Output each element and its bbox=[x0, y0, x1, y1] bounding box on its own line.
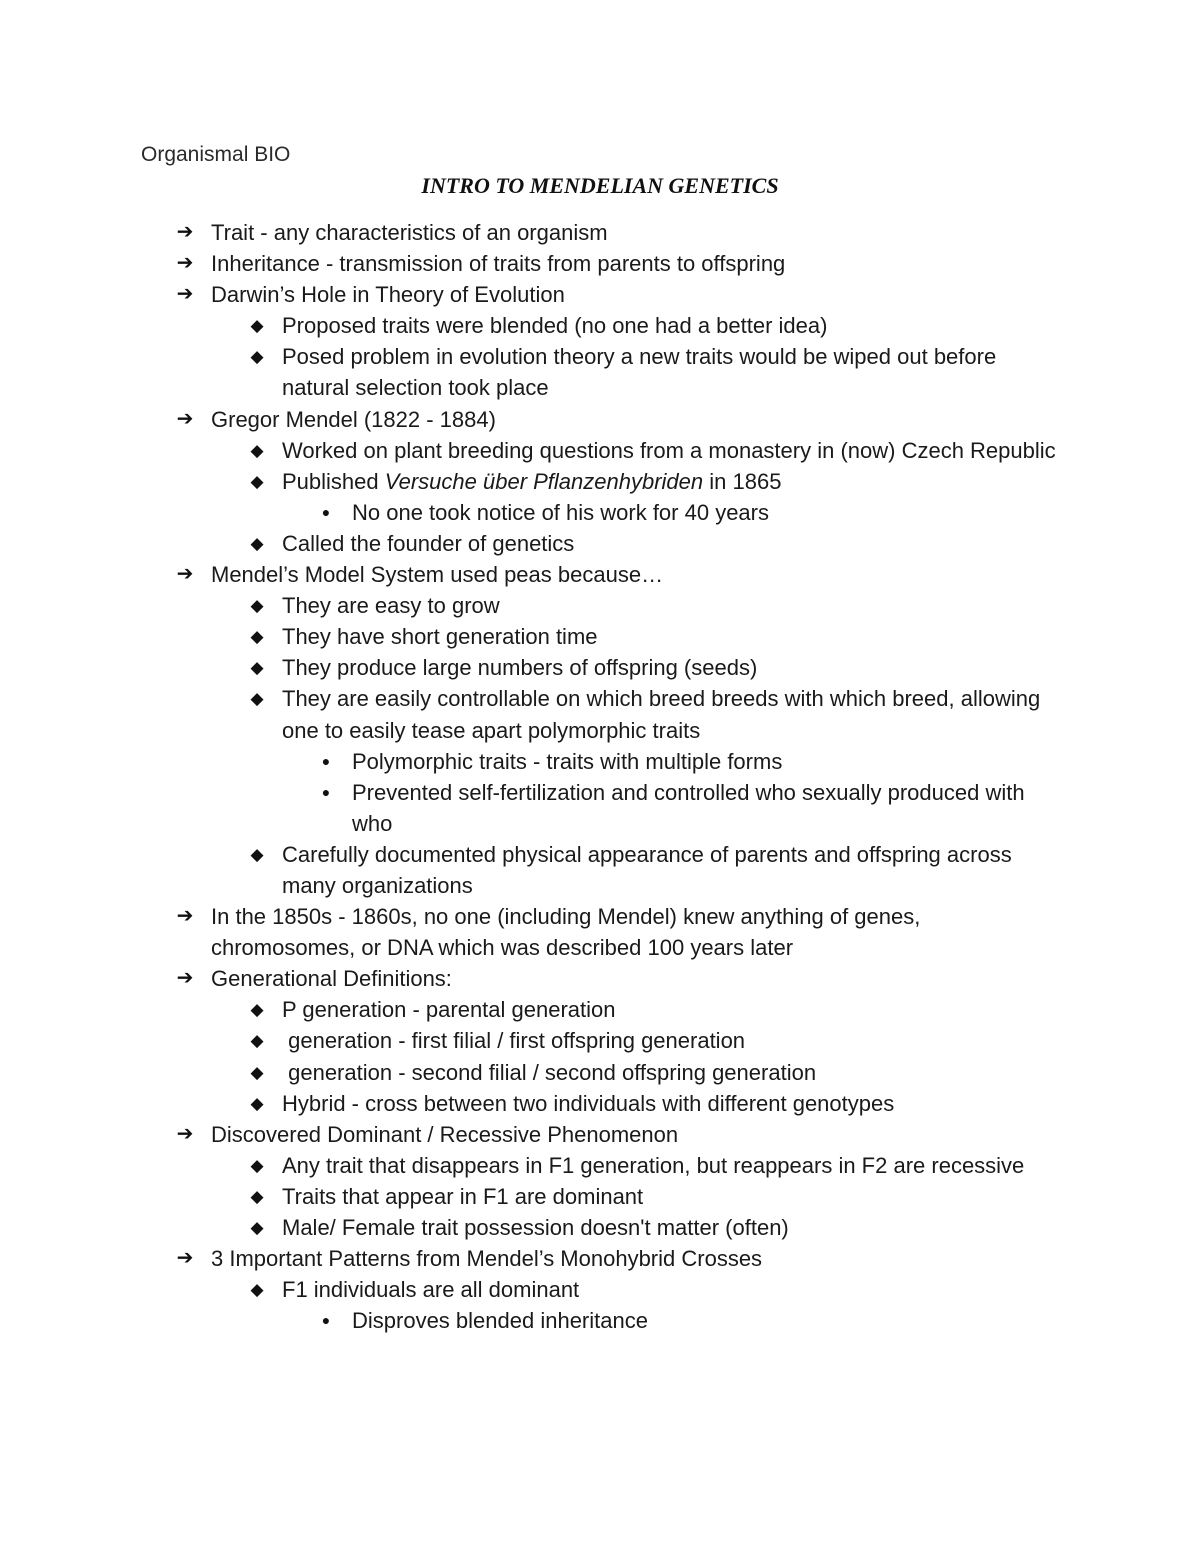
item-text: Any trait that disappears in F1 generation, but reappears in F2 are recessive bbox=[282, 1152, 1025, 1178]
list-item bbox=[0, 248, 1060, 279]
item-text: 3 Important Patterns from Mendel’s Monohybrid Crosses bbox=[211, 1246, 763, 1272]
item-text: Posed problem in evolution theory a new traits would be wiped out before natural selection took place bbox=[282, 344, 997, 401]
list-item bbox=[0, 1274, 1065, 1305]
item-text: Called the founder of genetics bbox=[282, 530, 575, 556]
publication-title: Versuche über Pflanzenhybriden bbox=[384, 468, 704, 494]
list-item bbox=[0, 652, 1065, 683]
list-item bbox=[0, 1305, 1065, 1336]
item-text: Gregor Mendel (1822 - 1884) bbox=[211, 406, 496, 432]
diamond-bullet-icon: ◆ bbox=[250, 596, 264, 616]
list-item bbox=[0, 1150, 1065, 1181]
list-item bbox=[0, 590, 1065, 621]
diamond-bullet-icon: ◆ bbox=[250, 1186, 264, 1206]
item-text: They are easily controllable on which breed breeds with which breed, allowing one to easily tease apart polymorphic traits bbox=[282, 686, 1041, 743]
list-item bbox=[0, 1025, 1065, 1056]
diamond-bullet-icon: ◆ bbox=[250, 1031, 264, 1051]
list-item bbox=[0, 839, 1065, 901]
item-text: generation - second filial / second offspring generation bbox=[282, 1059, 817, 1085]
list-item bbox=[0, 279, 1060, 310]
item-text: P generation - parental generation bbox=[282, 997, 616, 1023]
dot-bullet-icon: ● bbox=[321, 783, 331, 800]
list-item bbox=[0, 341, 1065, 403]
list-item bbox=[0, 497, 1065, 528]
list-item bbox=[0, 1057, 1065, 1088]
list-item bbox=[0, 1243, 1060, 1274]
item-text-prefix: Published bbox=[282, 468, 385, 494]
diamond-bullet-icon: ◆ bbox=[250, 1000, 264, 1020]
item-text: Polymorphic traits - traits with multiple forms bbox=[352, 748, 783, 774]
item-text: Disproves blended inheritance bbox=[352, 1308, 648, 1334]
list-item bbox=[0, 310, 1065, 341]
item-text: Darwin’s Hole in Theory of Evolution bbox=[211, 282, 565, 308]
list-item bbox=[0, 1119, 1060, 1150]
list-item bbox=[0, 994, 1065, 1025]
diamond-bullet-icon: ◆ bbox=[250, 316, 264, 336]
list-item bbox=[0, 528, 1065, 559]
list-item bbox=[0, 466, 1065, 497]
diamond-bullet-icon: ◆ bbox=[250, 1218, 264, 1237]
arrow-bullet-icon: ➔ bbox=[176, 967, 194, 990]
item-text: Proposed traits were blended (no one had a better idea) bbox=[282, 313, 828, 339]
list-item bbox=[0, 746, 1065, 777]
item-text: They have short generation time bbox=[282, 624, 598, 650]
diamond-bullet-icon: ◆ bbox=[250, 844, 264, 864]
item-text: In the 1850s - 1860s, no one (including Mendel) knew anything of genes, chromosomes, or DNA which was described 100 years later bbox=[211, 904, 921, 961]
item-text: They are easy to grow bbox=[282, 593, 500, 619]
list-item bbox=[0, 621, 1065, 652]
page-title: INTRO TO MENDELIAN GENETICS bbox=[421, 173, 779, 198]
list-item bbox=[0, 963, 1060, 994]
item-text: F1 individuals are all dominant bbox=[282, 1277, 580, 1303]
notes-list bbox=[0, 217, 1200, 1336]
dot-bullet-icon: ● bbox=[321, 503, 331, 520]
dot-bullet-icon: ● bbox=[321, 752, 331, 769]
arrow-bullet-icon: ➔ bbox=[176, 221, 194, 243]
item-text: They produce large numbers of offspring (seeds) bbox=[282, 655, 758, 681]
arrow-bullet-icon: ➔ bbox=[176, 283, 194, 306]
diamond-bullet-icon: ◆ bbox=[250, 440, 264, 460]
diamond-bullet-icon: ◆ bbox=[250, 658, 264, 678]
item-text: Inheritance - transmission of traits from parents to offspring bbox=[211, 251, 786, 277]
arrow-bullet-icon: ➔ bbox=[176, 905, 194, 928]
item-text: Prevented self-fertilization and controlled who sexually produced with who bbox=[352, 779, 1025, 836]
dot-bullet-icon: ● bbox=[321, 1312, 331, 1329]
list-item bbox=[0, 1088, 1065, 1119]
item-text: Discovered Dominant / Recessive Phenomenon bbox=[211, 1121, 679, 1147]
item-text-suffix: in 1865 bbox=[703, 468, 782, 494]
course-label: Organismal BIO bbox=[141, 143, 291, 166]
item-text: generation - first filial / first offspring generation bbox=[282, 1028, 746, 1054]
list-item bbox=[0, 435, 1065, 466]
list-item bbox=[0, 217, 1060, 248]
item-text: Traits that appear in F1 are dominant bbox=[282, 1183, 644, 1209]
list-item bbox=[0, 901, 1060, 963]
diamond-bullet-icon: ◆ bbox=[250, 1155, 264, 1175]
list-item bbox=[0, 404, 1060, 435]
list-item bbox=[0, 683, 1065, 745]
arrow-bullet-icon: ➔ bbox=[176, 407, 194, 430]
diamond-bullet-icon: ◆ bbox=[250, 1062, 264, 1082]
item-text: Male/ Female trait possession doesn't matter (often) bbox=[282, 1215, 789, 1240]
item-text: Hybrid - cross between two individuals with different genotypes bbox=[282, 1090, 895, 1116]
list-item bbox=[0, 1212, 1065, 1243]
list-item bbox=[0, 559, 1060, 590]
diamond-bullet-icon: ◆ bbox=[250, 1093, 264, 1113]
diamond-bullet-icon: ◆ bbox=[250, 533, 264, 553]
arrow-bullet-icon: ➔ bbox=[176, 1247, 194, 1270]
arrow-bullet-icon: ➔ bbox=[176, 563, 194, 586]
arrow-bullet-icon: ➔ bbox=[176, 1122, 194, 1145]
diamond-bullet-icon: ◆ bbox=[250, 627, 264, 647]
diamond-bullet-icon: ◆ bbox=[250, 689, 264, 709]
item-text: Trait - any characteristics of an organism bbox=[211, 220, 608, 245]
item-text: Mendel’s Model System used peas because… bbox=[211, 562, 664, 588]
item-text: Worked on plant breeding questions from a monastery in (now) Czech Republic bbox=[282, 437, 1056, 463]
item-text: No one took notice of his work for 40 years bbox=[352, 499, 769, 525]
arrow-bullet-icon: ➔ bbox=[176, 252, 194, 275]
item-text: Carefully documented physical appearance of parents and offspring across many organizations bbox=[282, 841, 1012, 898]
diamond-bullet-icon: ◆ bbox=[250, 471, 264, 491]
item-text: Generational Definitions: bbox=[211, 966, 452, 992]
diamond-bullet-icon: ◆ bbox=[250, 347, 264, 367]
list-item bbox=[0, 1181, 1065, 1212]
diamond-bullet-icon: ◆ bbox=[250, 1280, 264, 1300]
list-item bbox=[0, 777, 1065, 839]
